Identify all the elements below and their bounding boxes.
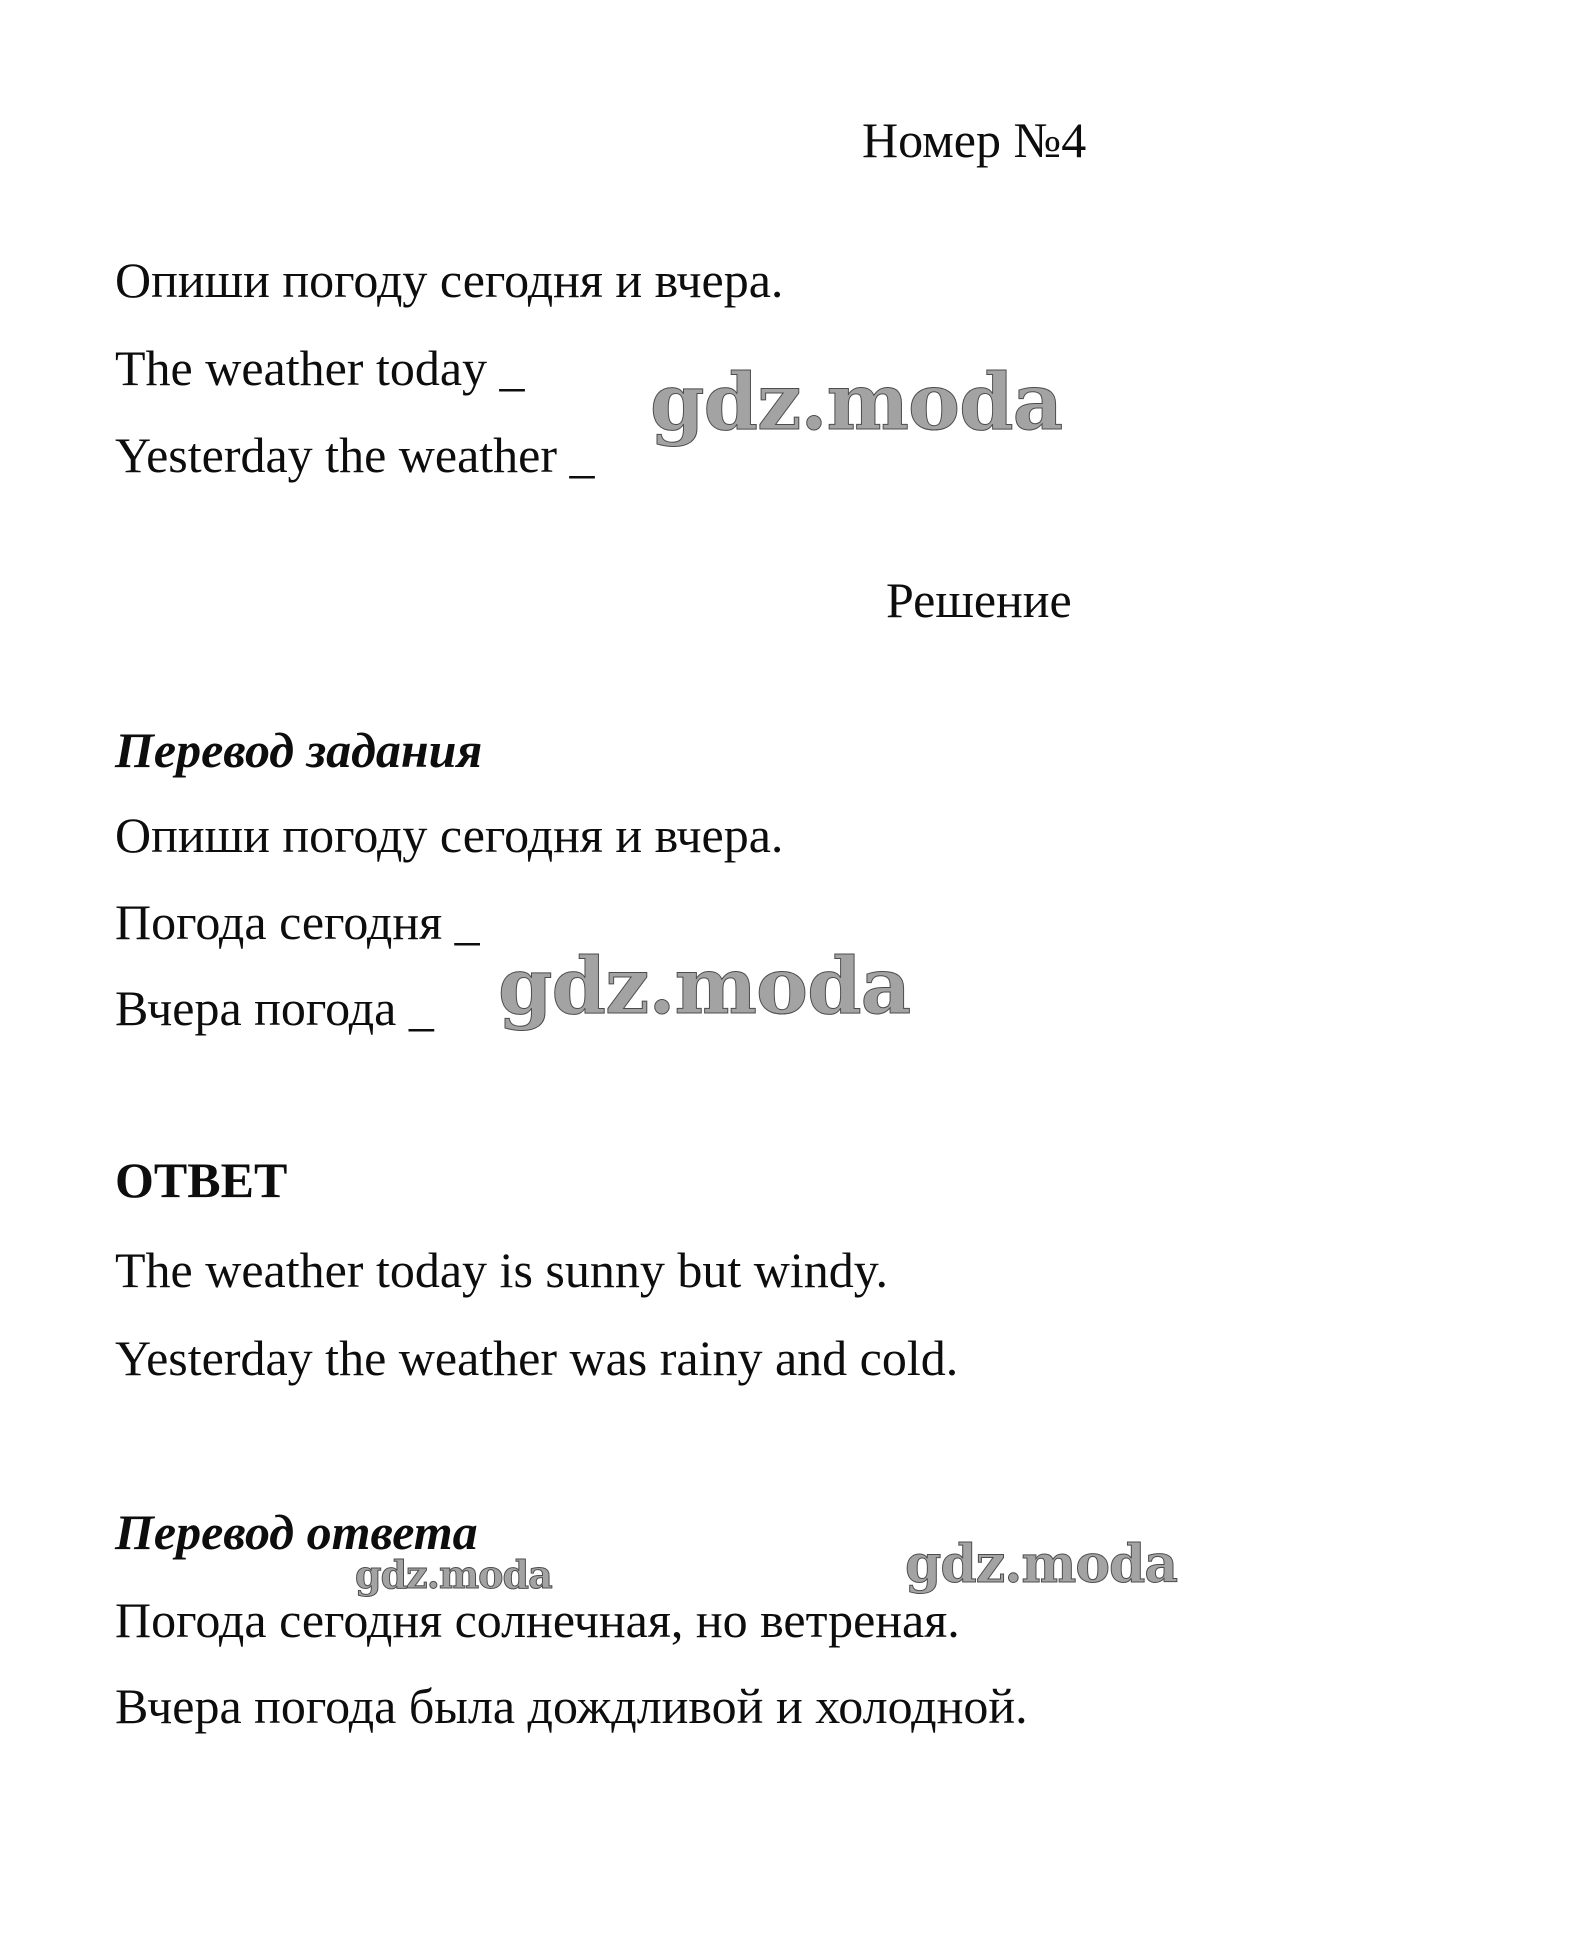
task-translation-line-yesterday: Вчера погода _	[115, 980, 434, 1036]
page-number-title: Номер №4	[862, 112, 1087, 168]
answer-translation-heading: Перевод ответа	[115, 1504, 478, 1560]
answer-line-today: The weather today is sunny but windy.	[115, 1242, 888, 1298]
task-translation-heading: Перевод задания	[115, 722, 483, 778]
solution-label: Решение	[886, 572, 1072, 628]
task-line-today: The weather today _	[115, 340, 525, 396]
task-line-yesterday: Yesterday the weather _	[115, 427, 595, 483]
answer-line-yesterday: Yesterday the weather was rainy and cold.	[115, 1330, 959, 1386]
answer-translation-line-yesterday: Вчера погода была дождливой и холодной.	[115, 1678, 1028, 1734]
answer-translation-line-today: Погода сегодня солнечная, но ветреная.	[115, 1592, 960, 1648]
watermark-logo: gdz.moda	[905, 1534, 1178, 1595]
task-instruction: Опиши погоду сегодня и вчера.	[115, 252, 784, 308]
task-translation-instruction: Опиши погоду сегодня и вчера.	[115, 807, 784, 863]
watermark-logo: gdz.moda	[650, 357, 1063, 448]
task-translation-line-today: Погода сегодня _	[115, 894, 480, 950]
watermark-logo: gdz.moda	[355, 1552, 552, 1597]
answer-heading: ОТВЕТ	[115, 1152, 288, 1208]
watermark-logo: gdz.moda	[498, 941, 911, 1032]
